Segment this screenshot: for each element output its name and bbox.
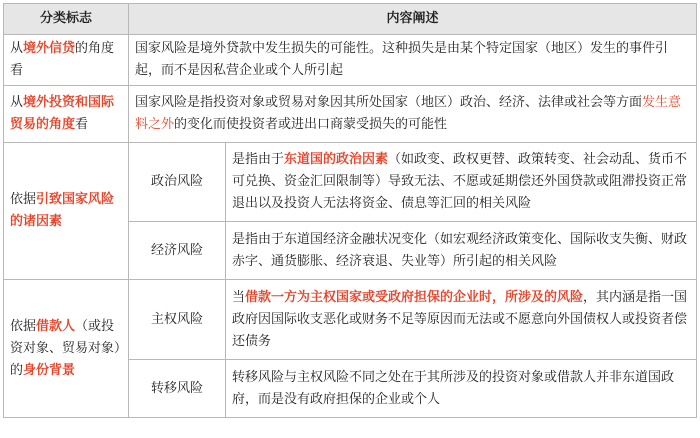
table-row (4, 143, 697, 222)
category-text: 依据 (10, 192, 37, 207)
category-emphasis: 境外信贷 (23, 41, 76, 56)
category-cell (4, 280, 129, 418)
table-row (4, 280, 697, 360)
table-row (4, 35, 697, 86)
subcategory-cell: 经济风险 (129, 222, 226, 280)
subcategory-cell: 转移风险 (129, 360, 226, 418)
category-cell (4, 35, 129, 86)
header-content: 内容阐述 (129, 4, 697, 35)
category-cell (4, 143, 129, 280)
description-emphasis: 借款一方为主权国家或受政府担保的企业时，所涉及的风险 (245, 289, 584, 305)
category-cell (4, 86, 129, 143)
subcategory-cell: 政治风险 (129, 143, 226, 222)
description-emphasis: 发生意料之外 (135, 95, 682, 132)
description-cell (226, 143, 697, 222)
description-cell (226, 280, 697, 360)
description-text: 当 (232, 289, 246, 305)
description-text: ，其内涵是指一国政府因国际收支恶化或财务不足等原因而无法或不愿意向外国债权人或投资者偿还债务 (232, 289, 688, 349)
category-emphasis: 境外投资和国际贸易的角度 (10, 95, 115, 132)
table-row (4, 86, 697, 143)
description-text: 是指由于 (232, 152, 285, 167)
description-cell: 国家风险是境外贷款中发生损失的可能性。这种损失是由某个特定国家（地区）发生的事件引起，而不是因私营企业或个人所引起 (129, 35, 697, 86)
category-text: 从 (10, 41, 24, 56)
category-text: 的角度看 (10, 41, 115, 78)
description-text: 国家风险是指投资对象或贸易对象因其所处国家（地区）政治、经济、法律或社会等方面 (135, 95, 643, 110)
category-emphasis: 身份背景 (23, 362, 76, 378)
description-cell: 是指由于东道国经济金融状况变化（如宏观经济政策变化、国际收支失衡、财政赤字、通货膨胀、经济衰退、失业等）所引起的相关风险 (226, 222, 697, 280)
category-text: 从 (10, 95, 24, 110)
description-text: 的变化而使投资者或进出口商蒙受损失的可能性 (174, 117, 448, 132)
header-row (4, 4, 697, 35)
header-category: 分类标志 (4, 4, 129, 35)
category-text: 看 (75, 117, 89, 132)
category-emphasis: 引致国家风险的诸因素 (10, 192, 115, 229)
category-emphasis: 借款人 (36, 318, 76, 334)
description-cell (129, 86, 697, 143)
category-text: （或投资对象、贸易对象）的 (10, 318, 121, 378)
risk-classification-table (3, 3, 697, 418)
description-cell: 转移风险与主权风险不同之处在于其所涉及的投资对象或借款人并非东道国政府，而是没有政府担保的企业或个人 (226, 360, 697, 418)
description-text: （如政变、政权更替、政策转变、社会动乱、货币不可兑换、资金汇回限制等）导致无法、不愿或延期偿还外国贷款或阻滞投资正常退出以及投资人无法将资金、债息等汇回的相关风险 (232, 152, 688, 211)
category-text: 依据 (10, 318, 37, 334)
description-emphasis: 东道国的政治因素 (284, 152, 389, 167)
subcategory-cell: 主权风险 (129, 280, 226, 360)
